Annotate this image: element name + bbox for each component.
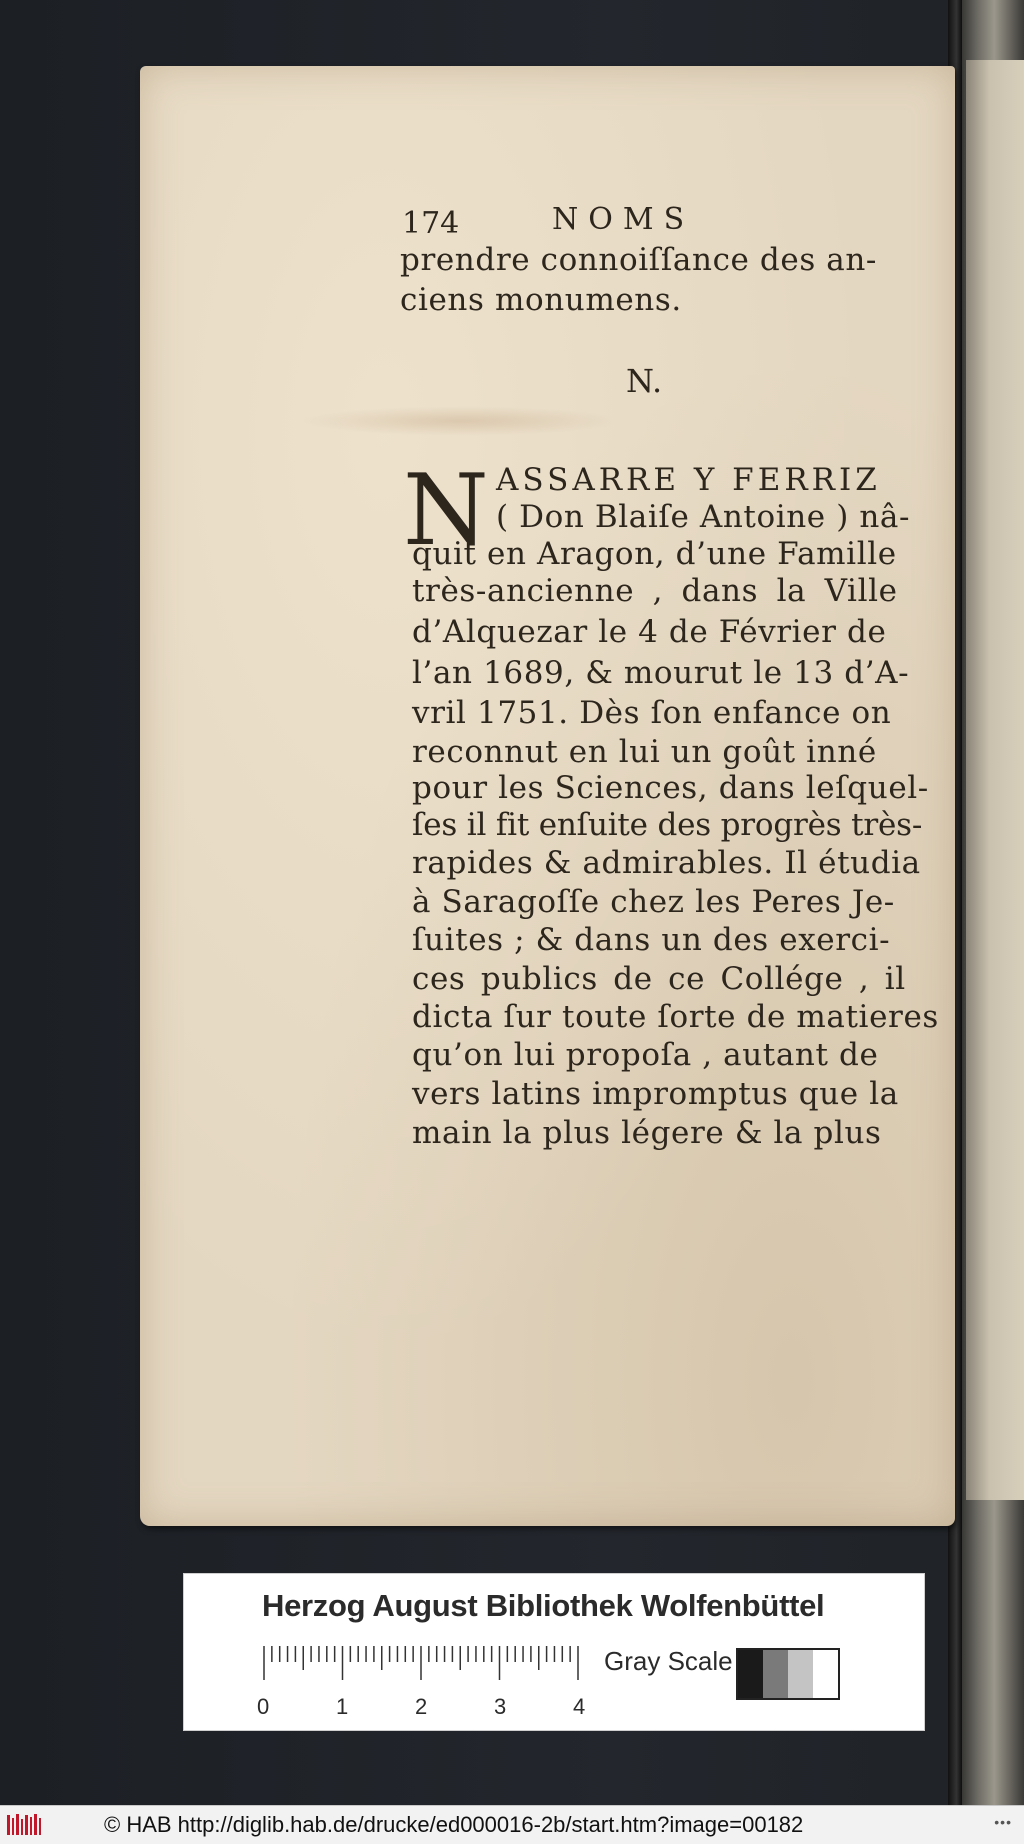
text-line: l’an 1689, & mourut le 13 d’A-	[412, 655, 910, 691]
text-line: ciens monumens.	[400, 282, 682, 318]
section-heading: N.	[626, 362, 663, 400]
text-line: main la plus légere & la plus	[412, 1115, 882, 1151]
swatch-black	[738, 1650, 763, 1698]
page-number: 174	[402, 206, 460, 241]
library-name: Herzog August Bibliothek Wolfenbüttel	[262, 1588, 825, 1623]
swatch-dark-gray	[763, 1650, 788, 1698]
text-line: d’Alquezar le 4 de Février de	[412, 614, 887, 650]
text-line: qu’on lui propoſa , autant de	[412, 1037, 879, 1073]
text-line: reconnut en lui un goût inné	[412, 734, 877, 770]
viewer-footer	[0, 1805, 1024, 1844]
text-line: pour les Sciences, dans leſquel-	[412, 770, 929, 806]
text-line: à Saragoſſe chez les Peres Je-	[412, 884, 895, 920]
text-line: ſes il fit enſuite des progrès très-	[412, 807, 923, 843]
text-line: ( Don Blaiſe Antoine ) nâ-	[496, 499, 911, 535]
text-line: ces publics de ce Collége , il	[412, 961, 906, 997]
source-url[interactable]: © HAB http://diglib.hab.de/drucke/ed000016-2b/start.htm?image=00182	[104, 1812, 804, 1837]
text-line: quit en Aragon, d’une Famille	[412, 536, 897, 572]
text-line: ASSARRE Y FERRIZ	[496, 462, 881, 498]
text-line: dicta ſur toute ſorte de matieres	[412, 999, 939, 1035]
text-line: rapides & admirables. Il étudia	[412, 845, 921, 881]
text-line: prendre connoiſſance des an-	[400, 242, 878, 278]
text-line: très-ancienne , dans la Ville	[412, 573, 898, 609]
scale-ruler	[262, 1646, 580, 1680]
gray-swatches	[736, 1648, 840, 1700]
drop-cap: N	[403, 454, 489, 568]
hab-logo-icon	[6, 1812, 46, 1838]
text-line: vers latins impromptus que la	[412, 1076, 899, 1112]
ruler-label: 1	[336, 1694, 349, 1719]
gray-scale-label: Gray Scale	[604, 1646, 733, 1676]
library-color-card	[183, 1573, 925, 1731]
more-icon[interactable]: •••	[994, 1814, 1012, 1830]
swatch-white	[813, 1650, 838, 1698]
ruler-label: 2	[415, 1694, 428, 1719]
ruler-label: 0	[257, 1694, 270, 1719]
text-line: vril 1751. Dès ſon enfance on	[412, 695, 892, 731]
ruler-label: 4	[573, 1694, 586, 1719]
running-header: NOMS	[552, 202, 695, 237]
swatch-light-gray	[788, 1650, 813, 1698]
text-line: ſuites ; & dans un des exerci-	[412, 922, 891, 958]
ruler-label: 3	[494, 1694, 507, 1719]
